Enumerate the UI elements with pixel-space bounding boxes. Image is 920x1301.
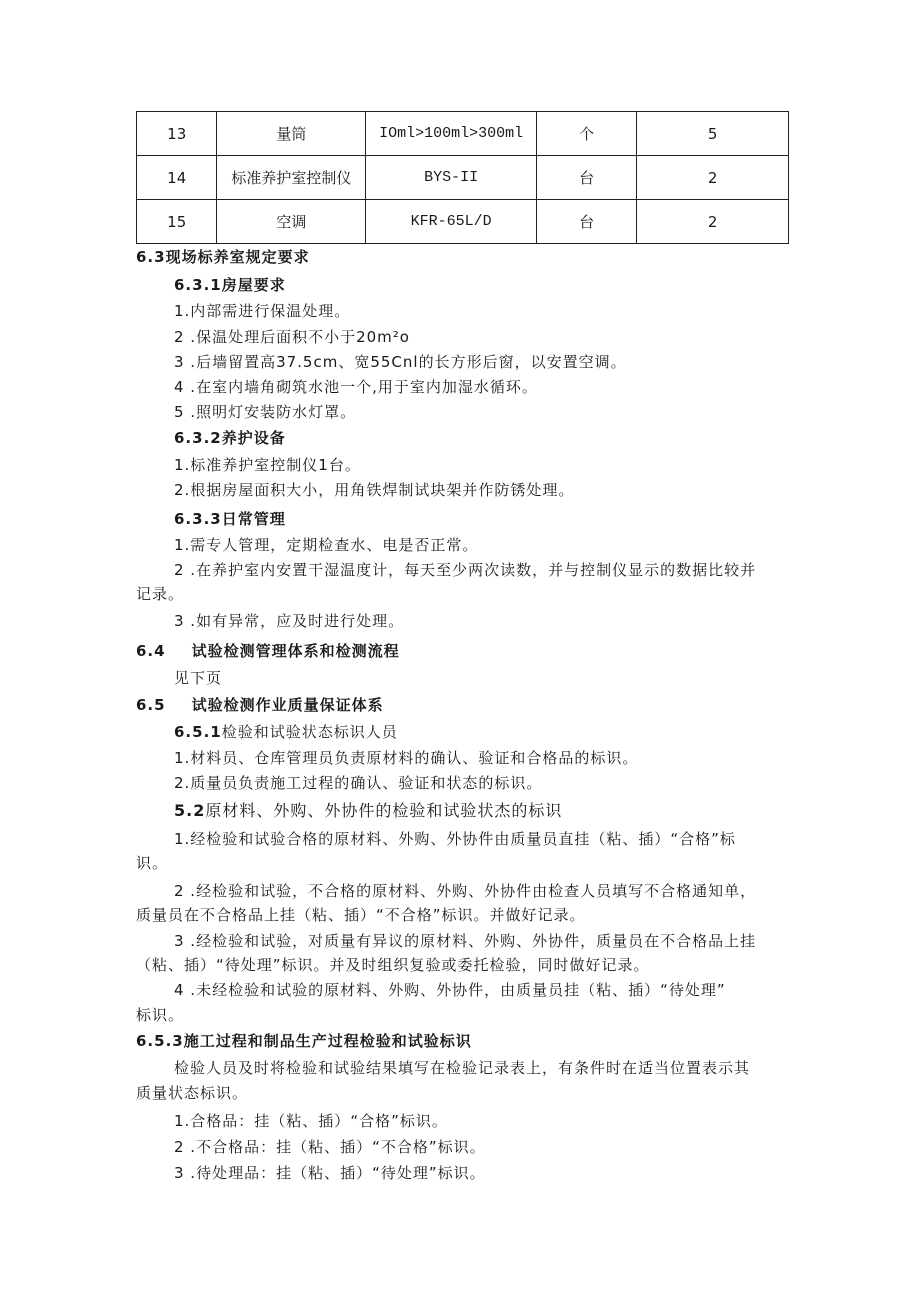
equipment-qty: 2: [637, 156, 789, 200]
paragraph-line: 质量员在不合格品上挂（粘、插）“不合格”标识。并做好记录。: [136, 906, 586, 924]
subsection-number: 5.2: [174, 801, 206, 820]
paragraph-line: 识。: [136, 854, 169, 872]
list-item: 1.标准养护室控制仪1台。: [174, 456, 361, 474]
list-item: 2 .在养护室内安置干湿温度计，每天至少两次读数，并与控制仪显示的数据比较并: [174, 561, 757, 579]
section-6-5-heading: [136, 695, 384, 715]
equipment-unit: 台: [537, 200, 637, 244]
equipment-table: [136, 111, 789, 244]
body-text: 见下页: [174, 669, 223, 687]
section-title: 现场标养室规定要求: [165, 248, 310, 266]
subsection-title: 检验和试验状态标识人员: [221, 723, 398, 741]
list-item: 3 .待处理品：挂（粘、插）“待处理”标识。: [174, 1164, 486, 1182]
list-item: 5 .照明灯安装防水灯罩。: [174, 403, 357, 421]
list-item: 1.材料员、仓库管理员负责原材料的确认、验证和合格品的标识。: [174, 749, 639, 767]
list-item: 2.质量员负责施工过程的确认、验证和状态的标识。: [174, 774, 543, 792]
section-title: 试验检测作业质量保证体系: [191, 696, 384, 714]
row-number: 13: [137, 112, 217, 156]
paragraph-line: （粘、插）“待处理”标识。并及时组织复验或委托检验，同时做好记录。: [136, 956, 650, 974]
paragraph-line: 质量状态标识。: [136, 1084, 249, 1102]
subsection-6-5-3-heading: [136, 1031, 472, 1051]
table-row: [137, 156, 789, 200]
subsection-title: 原材料、外购、外协件的检验和试验状杰的标识: [205, 801, 563, 820]
subsection-title: 施工过程和制品生产过程检验和试验标识: [183, 1032, 472, 1050]
section-number: 6.5: [136, 696, 166, 714]
equipment-spec: BYS-II: [366, 156, 537, 200]
section-6-3-heading: [136, 247, 310, 267]
subsection-6-5-1-heading: [174, 722, 398, 742]
subsection-5-2-heading: [174, 801, 562, 821]
paragraph-line: 4 .未经检验和试验的原材料、外购、外协件，由质量员挂（粘、插）“待处理”: [174, 981, 726, 999]
table-row: [137, 200, 789, 244]
list-item: 3 .如有异常，应及时进行处理。: [174, 612, 405, 630]
section-number: 6.3: [136, 248, 166, 266]
section-number: 6.4: [136, 642, 166, 660]
row-number: 15: [137, 200, 217, 244]
equipment-spec: KFR-65L/D: [366, 200, 537, 244]
section-6-4-heading: [136, 641, 400, 661]
subsection-6-3-2-heading: 6.3.2养护设备: [174, 429, 286, 447]
paragraph-line: 1.经检验和试验合格的原材料、外购、外协件由质量员直挂（粘、插）“合格”标: [174, 830, 736, 848]
list-item: 2 .保温处理后面积不小于20m²o: [174, 328, 410, 346]
list-item: 1.内部需进行保温处理。: [174, 302, 351, 320]
table-row: [137, 112, 789, 156]
equipment-qty: 2: [637, 200, 789, 244]
equipment-name: 标准养护室控制仪: [217, 156, 366, 200]
list-item-continuation: 记录。: [136, 585, 185, 603]
list-item: 2 .不合格品：挂（粘、插）“不合格”标识。: [174, 1138, 486, 1156]
equipment-name: 量筒: [217, 112, 366, 156]
subsection-6-3-1-heading: 6.3.1房屋要求: [174, 276, 286, 294]
list-item: 1.合格品：挂（粘、插）“合格”标识。: [174, 1112, 448, 1130]
equipment-qty: 5: [637, 112, 789, 156]
list-item: 1.需专人管理，定期检查水、电是否正常。: [174, 536, 479, 554]
equipment-name: 空调: [217, 200, 366, 244]
row-number: 14: [137, 156, 217, 200]
section-title: 试验检测管理体系和检测流程: [191, 642, 400, 660]
list-item: 3 .后墙留置高37.5cm、宽55Cnl的长方形后窗，以安置空调。: [174, 353, 627, 371]
equipment-unit: 台: [537, 156, 637, 200]
list-item: 2.根据房屋面积大小，用角铁焊制试块架并作防锈处理。: [174, 481, 575, 499]
subsection-number: 6.5.1: [174, 723, 222, 741]
subsection-6-3-3-heading: 6.3.3日常管理: [174, 510, 286, 528]
equipment-spec: IOml>100ml>300ml: [366, 112, 537, 156]
equipment-unit: 个: [537, 112, 637, 156]
paragraph-line: 3 .经检验和试验，对质量有异议的原材料、外购、外协件，质量员在不合格品上挂: [174, 932, 757, 950]
paragraph-line: 标识。: [136, 1006, 185, 1024]
paragraph-line: 2 .经检验和试验，不合格的原材料、外购、外协件由检查人员填写不合格通知单，: [174, 882, 757, 900]
subsection-number: 6.5.3: [136, 1032, 184, 1050]
paragraph-line: 检验人员及时将检验和试验结果填写在检验记录表上，有条件时在适当位置表示其: [174, 1059, 751, 1077]
list-item: 4 .在室内墙角砌筑水池一个,用于室内加湿水循环。: [174, 378, 538, 396]
